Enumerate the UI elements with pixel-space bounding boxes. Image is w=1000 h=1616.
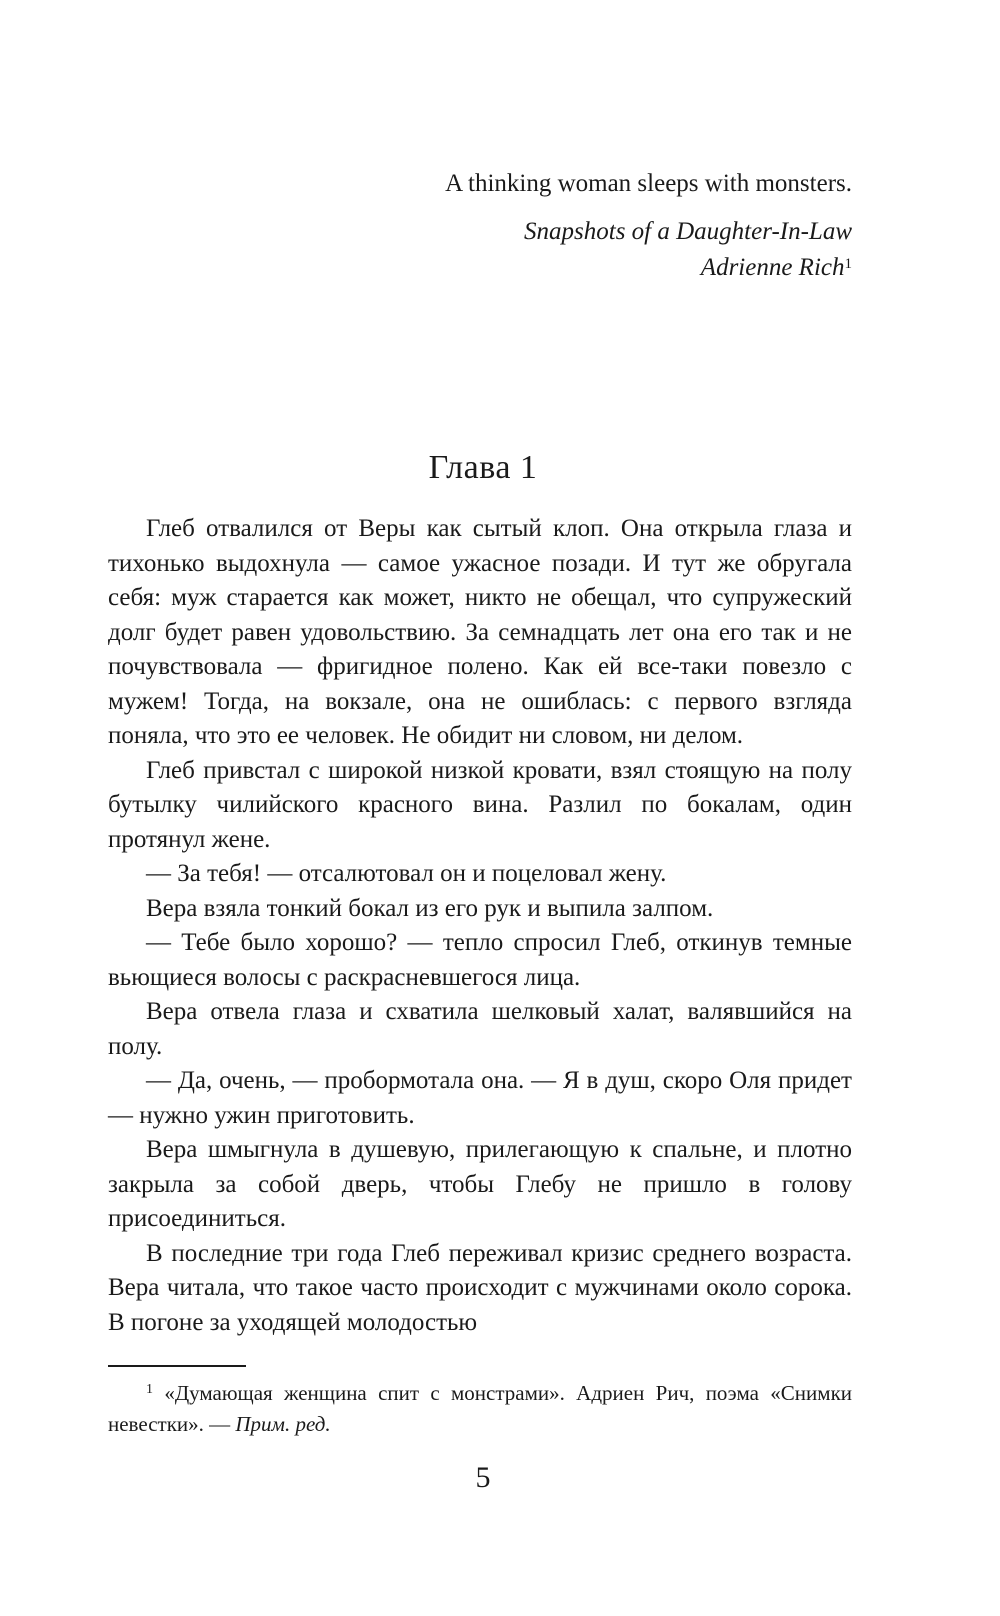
epigraph-author: Adrienne Rich	[700, 254, 845, 281]
footnote-reference[interactable]: 1	[844, 256, 852, 272]
footnote-text: «Думающая женщина спит с монстрами». Адриен Рич, поэма «Снимки невестки». —	[108, 1381, 853, 1436]
paragraph: — Тебе было хорошо? — тепло спросил Глеб, откинув темные вьющиеся волосы с раскрасневшегося лица.	[108, 929, 852, 991]
paragraph: В последние три года Глеб переживал кризис среднего возраста. Вера читала, что такое часто происходит с мужчинами около сорока. В погоне за уходящей молодостью	[108, 1239, 852, 1336]
paragraph: Вера отвела глаза и схватила шелковый халат, валявшийся на полу.	[108, 998, 852, 1060]
footnote	[108, 1378, 852, 1440]
paragraph: Глеб отвалился от Веры как сытый клоп. Она открыла глаза и тихонько выдохнула — самое ужасное позади. И тут же обругала себя: муж старается как может, никто не обещал, что супружеский долг будет равен удовольствию. За семнадцать лет она его так и не почувствовала — фригидное полено. Как ей все-таки повезло с мужем! Тогда, на вокзале, она не ошиблась: с первого взгляда поняла, что это ее человек. Не обидит ни словом, ни делом.	[108, 515, 852, 749]
footnote-editor-note: Прим. ред.	[235, 1412, 331, 1436]
paragraph: Вера шмыгнула в душевую, прилегающую к спальне, и плотно закрыла за собой дверь, чтобы Глебу не пришло в голову присоединиться.	[108, 1136, 852, 1232]
epigraph-author-line	[445, 250, 852, 286]
paragraph: — За тебя! — отсалютовал он и поцеловал жену.	[146, 860, 667, 887]
epigraph-source: Snapshots of a Daughter-In-Law	[524, 218, 852, 245]
epigraph	[445, 166, 852, 286]
footnote-divider	[108, 1365, 246, 1367]
epigraph-quote: A thinking woman sleeps with monsters.	[445, 170, 852, 197]
page-number: 5	[475, 1461, 491, 1494]
paragraph: Вера взяла тонкий бокал из его рук и выпила залпом.	[146, 894, 714, 922]
paragraph: — Да, очень, — пробормотала она. — Я в душ, скоро Оля придет — нужно ужин приготовить.	[108, 1067, 852, 1129]
chapter-body	[108, 512, 852, 1340]
chapter-title: Глава 1	[428, 449, 538, 486]
footnote-number: 1	[146, 1382, 153, 1397]
paragraph: Глеб привстал с широкой низкой кровати, взял стоящую на полу бутылку чилийского красного вина. Разлил по бокалам, один протянул жене.	[108, 756, 852, 853]
